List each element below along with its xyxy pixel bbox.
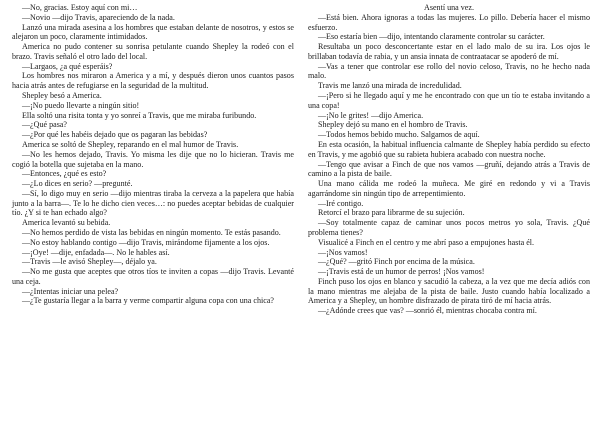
paragraph: Asentí una vez. bbox=[424, 3, 474, 12]
paragraph: —¿Lo dices en serio? —pregunté. bbox=[22, 179, 133, 189]
paragraph: Una mano cálida me rodeó la muñeca. Me giré en redondo y vi a Travis agarrándome sin ningún tipo de arrepentimiento. bbox=[308, 179, 590, 198]
paragraph: America se soltó de Shepley, reparando en el mal humor de Travis. bbox=[22, 139, 239, 149]
paragraph: Lanzó una mirada asesina a los hombres que estaban delante de nosotros, y estos se alejaron un poco, claramente intimidados. bbox=[12, 22, 294, 42]
paragraph: —¿Te gustaría llegar a la barra y verme compartir alguna copa con una chica? bbox=[22, 296, 274, 306]
paragraph: Retorcí el brazo para librarme de su sujeción. bbox=[318, 208, 465, 218]
paragraph: —Travis —le avisó Shepley—, déjalo ya. bbox=[22, 257, 157, 267]
paragraph: —Está bien. Ahora ignoras a todas las mujeres. Lo pillo. Debería hacer el mismo esfuerzo. bbox=[308, 12, 590, 32]
right-text-column bbox=[308, 3, 590, 428]
paragraph: Finch puso los ojos en blanco y sacudió la cabeza, a la vez que me decía adiós con la mano mientras me alejaba de la pista de baile. Justo cuando había localizado a America y a Shepley, un hombre disfrazado de pirata tiró de mí hacia atrás. bbox=[308, 276, 590, 306]
paragraph: —Novio —dijo Travis, apareciendo de la nada. bbox=[22, 12, 175, 22]
paragraph: —¿Adónde crees que vas? —sonrió él, mientras chocaba contra mí. bbox=[318, 306, 537, 316]
paragraph: —Tengo que avisar a Finch de que nos vamos —gruñí, dejando atrás a Travis de camino a la pista de baile. bbox=[308, 159, 590, 179]
paragraph: —No les hemos dejado, Travis. Yo misma les dije que no lo hicieran. Travis me cogió la botella que sujetaba en la mano. bbox=[12, 149, 294, 169]
paragraph: —¡Nos vamos! bbox=[318, 247, 368, 257]
paragraph: —Eso estaría bien —dijo, intentando claramente controlar su carácter. bbox=[318, 32, 545, 42]
paragraph: —No me gusta que aceptes que otros tíos te inviten a copas —dijo Travis. Levanté una ceja. bbox=[12, 267, 294, 286]
paragraph: —¡Oye! —dije, enfadada—. No le hables así. bbox=[22, 247, 170, 257]
paragraph: Travis me lanzó una mirada de incredulidad. bbox=[318, 81, 462, 91]
paragraph: America no pudo contener su sonrisa petulante cuando Shepley la rodeó con el brazo. Travis señaló el otro lado del local. bbox=[12, 42, 294, 61]
paragraph: —¿Por qué les habéis dejado que os pagaran las bebidas? bbox=[22, 130, 208, 140]
paragraph: —¡No le grites! —dijo America. bbox=[318, 110, 424, 120]
paragraph: —No hemos perdido de vista las bebidas en ningún momento. Te estás pasando. bbox=[22, 227, 281, 237]
paragraph: —Vas a tener que controlar ese rollo del novio celoso, Travis, no he hecho nada malo. bbox=[308, 61, 590, 81]
paragraph: —¡Pero si he llegado aquí y me he encontrado con que un tío te estaba invitando a una copa! bbox=[308, 91, 590, 110]
left-text-column bbox=[12, 3, 294, 428]
paragraph: Resultaba un poco desconcertante estar en el lado malo de su ira. Los ojos le brillaban todavía de rabia, y un ansia innata de contraatacar se apoderó de mí. bbox=[308, 42, 590, 61]
paragraph: —Todos hemos bebido mucho. Salgamos de aquí. bbox=[318, 130, 480, 140]
paragraph: —¡Travis está de un humor de perros! ¡Nos vamos! bbox=[318, 267, 485, 277]
paragraph: —Sí, lo digo muy en serio —dijo mientras tiraba la cerveza a la papelera que había junto a la barra—. Te lo he dicho cien veces…: no puedes aceptar bebidas de cualquier tío. ¿Y si te han echado algo? bbox=[12, 188, 294, 218]
paragraph: —¿Intentas iniciar una pelea? bbox=[22, 286, 119, 296]
paragraph: Los hombres nos miraron a America y a mí, y después dieron unos cuantos pasos hacia atrás antes de refugiarse en la seguridad de la multitud. bbox=[12, 71, 294, 91]
paragraph: —¿Qué? —gritó Finch por encima de la música. bbox=[318, 257, 475, 267]
paragraph: —Largaos, ¿a qué esperáis? bbox=[22, 61, 113, 71]
paragraph: —¿Qué pasa? bbox=[22, 120, 68, 130]
paragraph: Ella soltó una risita tonta y yo sonreí a Travis, que me miraba furibundo. bbox=[22, 110, 257, 120]
paragraph: —¡No puedo llevarte a ningún sitio! bbox=[22, 100, 140, 110]
paragraph: —No estoy hablando contigo —dijo Travis, mirándome fijamente a los ojos. bbox=[22, 237, 270, 247]
paragraph: America levantó su bebida. bbox=[22, 218, 111, 228]
paragraph: Visualicé a Finch en el centro y me abrí paso a empujones hasta él. bbox=[318, 237, 535, 247]
paragraph: —Soy totalmente capaz de caminar unos pocos metros yo sola, Travis. ¿Qué problema tienes? bbox=[308, 218, 590, 237]
paragraph: Shepley dejó su mano en el hombro de Travis. bbox=[318, 120, 468, 130]
paragraph: —Entonces, ¿qué es esto? bbox=[22, 169, 107, 179]
paragraph: —Iré contigo. bbox=[318, 198, 364, 208]
paragraph: —No, gracias. Estoy aquí con mi… bbox=[22, 3, 138, 12]
paragraph: Shepley besó a America. bbox=[22, 91, 102, 101]
paragraph: En esta ocasión, la habitual influencia calmante de Shepley había perdido su efecto en Travis, y me agobió que su rabieta hubiera acabado con nuestra noche. bbox=[308, 139, 590, 159]
